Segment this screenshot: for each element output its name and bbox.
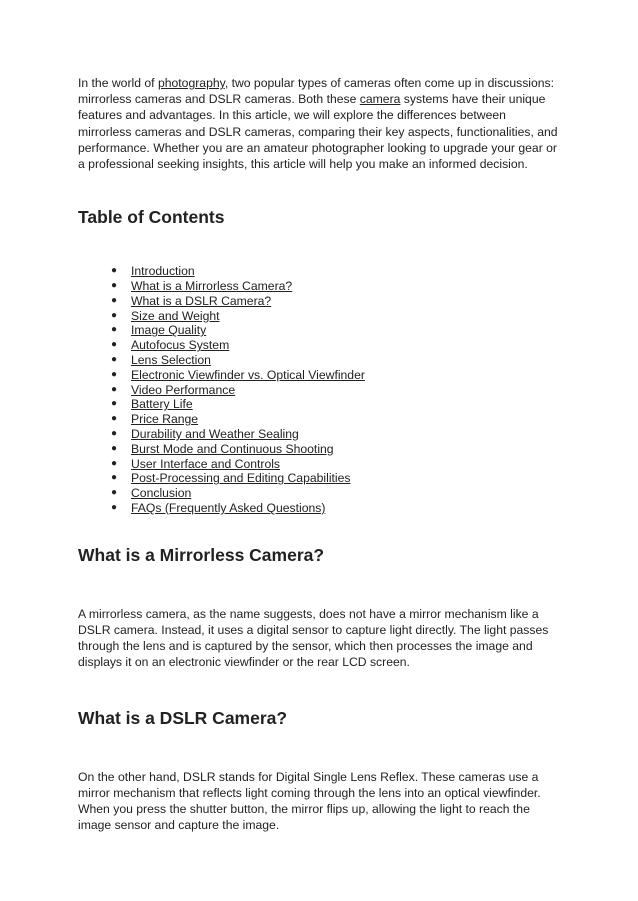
toc-item [111, 323, 560, 338]
toc-item [111, 471, 560, 486]
toc-item [111, 442, 560, 457]
bullet-icon: ● [111, 294, 118, 306]
photography-link[interactable]: photography [157, 76, 225, 90]
bullet-icon: ● [111, 383, 118, 395]
toc-link[interactable]: Autofocus System [131, 338, 230, 353]
bullet-icon: ● [111, 501, 118, 513]
bullet-icon: ● [111, 354, 118, 365]
bullet-icon: ● [111, 427, 118, 439]
toc-item [111, 397, 560, 412]
toc-link[interactable]: Video Performance [131, 382, 236, 397]
bullet-icon: ● [111, 398, 118, 410]
toc-item [111, 309, 560, 324]
toc-item [111, 457, 560, 472]
toc-link[interactable]: Lens Selection [131, 353, 211, 367]
toc-item [111, 501, 560, 516]
toc-link[interactable]: User Interface and Controls [131, 456, 281, 471]
toc-item [111, 383, 560, 398]
intro-paragraph [78, 75, 560, 172]
toc-link[interactable]: Post-Processing and Editing Capabilities [131, 471, 351, 486]
toc-link[interactable]: Price Range [131, 412, 199, 427]
toc-item [111, 486, 560, 501]
dslr-paragraph: On the other hand, DSLR stands for Digital Single Lens Reflex. These cameras use a mirror mechanism that reflects light coming through the lens into an optical viewfinder. When you press the shutter button, the mirror flips up, allowing the light to reach the image sensor and capture the image. [78, 769, 541, 833]
bullet-icon: ● [111, 368, 118, 380]
intro-text-1: In the world of [78, 76, 158, 90]
dslr-heading: What is a DSLR Camera? [78, 707, 288, 728]
toc-item [111, 294, 560, 309]
toc-link[interactable]: Image Quality [131, 323, 207, 338]
bullet-icon: ● [111, 324, 118, 336]
toc-link[interactable]: Conclusion [131, 486, 192, 501]
bullet-icon: ● [111, 442, 118, 454]
document-page [78, 75, 560, 833]
toc-item [111, 368, 560, 383]
toc-link[interactable]: FAQs (Frequently Asked Questions) [131, 500, 326, 515]
toc-list [78, 264, 560, 516]
toc-link[interactable]: Durability and Weather Sealing [131, 426, 299, 441]
toc-heading: Table of Contents [78, 207, 225, 228]
bullet-icon: ● [111, 413, 118, 425]
toc-link[interactable]: What is a Mirrorless Camera? [131, 279, 293, 294]
intro-text-2: , two popular types of cameras often come up in discussions: mirrorless cameras and DSLR cameras. Both these [78, 76, 555, 107]
intro-text-3: systems have their unique features and advantages. In this article, we will explore the differences between mirrorless cameras and DSLR cameras, comparing their key aspects, functionalities, and performance. Whether you are an amateur photographer looking to upgrade your gear or a professional seeking insights, this article will help you make an informed decision. [78, 92, 558, 172]
toc-link[interactable]: Battery Life [131, 397, 193, 412]
toc-link[interactable]: Burst Mode and Continuous Shooting [131, 441, 334, 456]
bullet-icon: ● [111, 472, 118, 484]
toc-link[interactable]: What is a DSLR Camera? [131, 293, 272, 308]
toc-item [111, 353, 560, 368]
bullet-icon: ● [111, 265, 118, 277]
bullet-icon: ● [111, 309, 118, 321]
toc-item [111, 427, 560, 442]
toc-item [111, 279, 560, 294]
bullet-icon: ● [111, 487, 118, 499]
bullet-icon: ● [111, 339, 118, 351]
toc-link[interactable]: Size and Weight [131, 308, 220, 323]
toc-link[interactable]: Introduction [131, 264, 195, 279]
mirrorless-paragraph: A mirrorless camera, as the name suggests, does not have a mirror mechanism like a DSLR camera. Instead, it uses a digital sensor to capture light directly. The light passes through the lens and is captured by the sensor, which then processes the image and displays it on an electronic viewfinder or the rear LCD screen. [78, 606, 549, 670]
bullet-icon: ● [111, 280, 118, 292]
toc-item [111, 264, 560, 279]
mirrorless-heading: What is a Mirrorless Camera? [78, 544, 325, 565]
toc-link[interactable]: Electronic Viewfinder vs. Optical Viewfinder [131, 367, 365, 382]
toc-item [111, 338, 560, 353]
camera-link[interactable]: camera [359, 92, 401, 107]
toc-item [111, 412, 560, 427]
bullet-icon: ● [111, 457, 118, 469]
